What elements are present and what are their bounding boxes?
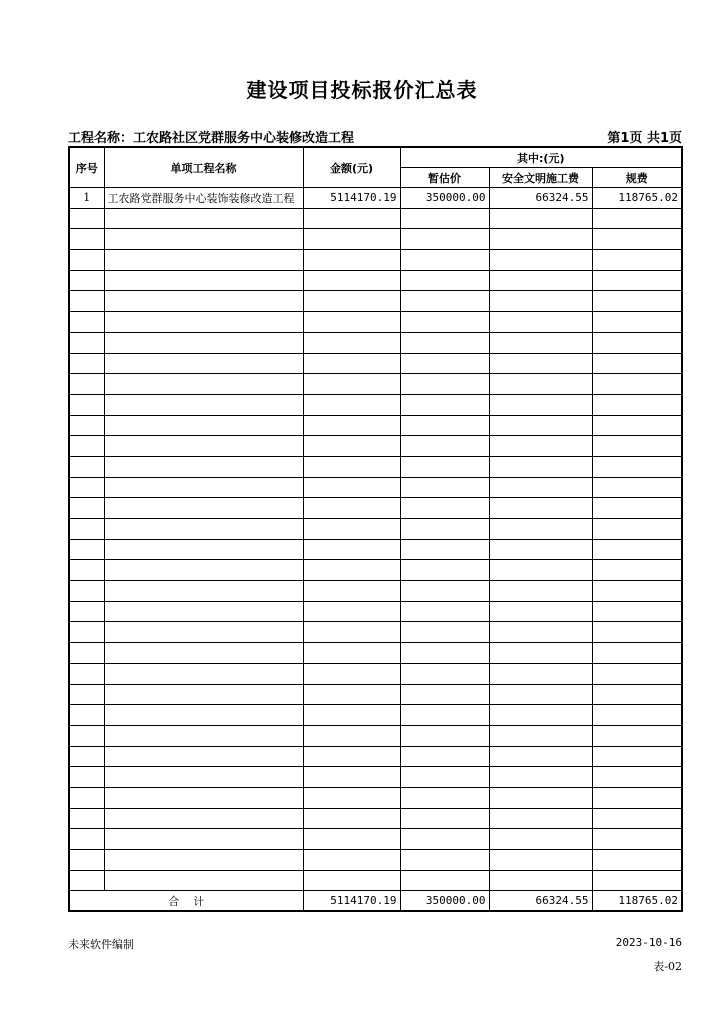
empty-cell [303,312,400,333]
empty-cell [592,477,682,498]
empty-cell [592,519,682,540]
empty-cell [489,787,592,808]
empty-cell [592,374,682,395]
empty-cell [303,270,400,291]
empty-cell [104,250,303,271]
empty-cell [400,208,489,229]
empty-cell [104,808,303,829]
total-safety: 66324.55 [489,891,592,912]
empty-cell [592,850,682,871]
empty-cell [69,684,104,705]
empty-cell [69,456,104,477]
empty-cell [400,601,489,622]
empty-cell [489,581,592,602]
empty-cell [69,394,104,415]
empty-cell [104,560,303,581]
empty-cell [303,415,400,436]
empty-cell [400,684,489,705]
empty-cell [592,601,682,622]
cell-safety: 66324.55 [489,188,592,209]
empty-cell [592,353,682,374]
empty-cell [489,829,592,850]
table-row [69,767,682,788]
empty-cell [489,539,592,560]
empty-cell [69,250,104,271]
empty-cell [592,746,682,767]
empty-cell [104,850,303,871]
table-row [69,353,682,374]
empty-cell [104,394,303,415]
empty-cell [303,705,400,726]
header-name: 单项工程名称 [104,147,303,188]
empty-cell [400,250,489,271]
empty-cell [303,436,400,457]
empty-cell [104,767,303,788]
table-row [69,870,682,891]
empty-cell [104,436,303,457]
empty-cell [592,332,682,353]
empty-cell [489,270,592,291]
empty-cell [69,208,104,229]
empty-cell [69,767,104,788]
empty-cell [489,415,592,436]
empty-cell [303,725,400,746]
empty-cell [69,622,104,643]
empty-cell [104,415,303,436]
empty-cell [400,663,489,684]
empty-cell [69,436,104,457]
empty-cell [489,560,592,581]
empty-cell [489,705,592,726]
empty-cell [592,436,682,457]
table-row [69,705,682,726]
header-group: 其中:(元) [400,147,682,168]
empty-cell [592,725,682,746]
table-row [69,539,682,560]
empty-cell [69,477,104,498]
empty-cell [592,208,682,229]
empty-cell [303,498,400,519]
empty-cell [400,229,489,250]
empty-cell [69,229,104,250]
empty-cell [489,767,592,788]
empty-cell [592,229,682,250]
empty-cell [104,498,303,519]
header-index: 序号 [69,147,104,188]
empty-cell [489,353,592,374]
empty-cell [592,291,682,312]
empty-cell [489,374,592,395]
empty-cell [489,477,592,498]
empty-cell [303,332,400,353]
cell-provisional: 350000.00 [400,188,489,209]
empty-cell [303,808,400,829]
empty-cell [69,415,104,436]
empty-cell [104,705,303,726]
empty-cell [69,829,104,850]
empty-cell [400,519,489,540]
total-fees: 118765.02 [592,891,682,912]
empty-cell [104,684,303,705]
header-fees: 规费 [592,168,682,188]
empty-cell [69,725,104,746]
empty-cell [592,663,682,684]
table-row [69,312,682,333]
empty-cell [69,663,104,684]
empty-cell [400,539,489,560]
table-row [69,725,682,746]
table-row [69,829,682,850]
empty-cell [400,808,489,829]
footer-date: 2023-10-16 [615,936,682,949]
empty-cell [303,850,400,871]
table-row [69,808,682,829]
empty-cell [489,229,592,250]
empty-cell [489,725,592,746]
empty-cell [489,808,592,829]
empty-cell [69,643,104,664]
empty-cell [104,725,303,746]
empty-cell [69,498,104,519]
empty-cell [489,663,592,684]
summary-table [68,146,683,912]
total-row [69,891,682,912]
empty-cell [400,436,489,457]
table-row [69,560,682,581]
empty-cell [303,519,400,540]
total-provisional: 350000.00 [400,891,489,912]
empty-cell [400,829,489,850]
empty-cell [400,353,489,374]
empty-cell [104,643,303,664]
table-row [69,456,682,477]
empty-cell [592,787,682,808]
empty-cell [303,250,400,271]
empty-cell [400,787,489,808]
empty-cell [592,829,682,850]
cell-name: 工农路党群服务中心装饰装修改造工程 [104,188,303,209]
table-row [69,622,682,643]
empty-cell [303,477,400,498]
cell-amount: 5114170.19 [303,188,400,209]
empty-cell [489,519,592,540]
empty-cell [400,415,489,436]
table-row [69,270,682,291]
empty-cell [69,332,104,353]
empty-cell [69,581,104,602]
empty-cell [592,415,682,436]
empty-cell [400,374,489,395]
empty-cell [69,374,104,395]
empty-cell [400,498,489,519]
empty-cell [69,808,104,829]
empty-cell [303,601,400,622]
empty-cell [489,312,592,333]
header-provisional: 暂估价 [400,168,489,188]
empty-cell [303,767,400,788]
empty-cell [303,291,400,312]
table-row [69,787,682,808]
empty-cell [400,622,489,643]
empty-cell [69,291,104,312]
table-row [69,746,682,767]
empty-cell [400,767,489,788]
table-row [69,229,682,250]
empty-cell [400,560,489,581]
software-credit: 未来软件编制 [68,938,134,951]
project-name: 工程名称：工农路社区党群服务中心装修改造工程 [68,131,355,146]
empty-cell [489,456,592,477]
table-row [69,581,682,602]
table-row [69,374,682,395]
empty-cell [104,519,303,540]
empty-cell [69,312,104,333]
empty-cell [104,477,303,498]
empty-cell [104,229,303,250]
empty-cell [104,353,303,374]
empty-cell [303,643,400,664]
empty-cell [592,870,682,891]
empty-cell [69,705,104,726]
empty-cell [69,746,104,767]
empty-cell [592,808,682,829]
empty-cell [400,291,489,312]
empty-cell [303,353,400,374]
empty-cell [489,601,592,622]
empty-cell [104,787,303,808]
cell-index: 1 [69,188,104,209]
empty-cell [303,539,400,560]
empty-cell [104,291,303,312]
total-label: 合 计 [69,891,303,912]
empty-cell [400,850,489,871]
empty-cell [303,870,400,891]
empty-cell [400,477,489,498]
empty-cell [400,270,489,291]
empty-cell [104,870,303,891]
empty-cell [400,456,489,477]
empty-cell [69,850,104,871]
table-row [69,332,682,353]
empty-cell [104,332,303,353]
empty-cell [489,870,592,891]
empty-cell [489,332,592,353]
empty-cell [104,208,303,229]
table-row [69,250,682,271]
empty-cell [303,560,400,581]
empty-cell [104,663,303,684]
empty-cell [303,456,400,477]
empty-cell [592,767,682,788]
empty-cell [489,850,592,871]
page-info: 第1页 共1页 [607,131,682,146]
header-amount: 金额(元) [303,147,400,188]
empty-cell [400,312,489,333]
empty-cell [592,622,682,643]
table-row [69,208,682,229]
empty-cell [104,581,303,602]
table-row [69,477,682,498]
empty-cell [592,705,682,726]
empty-cell [400,870,489,891]
empty-cell [69,787,104,808]
empty-cell [592,581,682,602]
header-safety: 安全文明施工费 [489,168,592,188]
empty-cell [104,456,303,477]
empty-cell [303,229,400,250]
empty-cell [489,250,592,271]
table-row [69,394,682,415]
empty-cell [303,746,400,767]
empty-cell [489,643,592,664]
empty-cell [303,663,400,684]
table-row [69,415,682,436]
table-row [69,291,682,312]
empty-cell [400,643,489,664]
empty-cell [592,643,682,664]
empty-cell [69,601,104,622]
empty-cell [489,622,592,643]
empty-cell [592,560,682,581]
empty-cell [104,829,303,850]
empty-cell [69,519,104,540]
empty-cell [69,270,104,291]
empty-cell [489,436,592,457]
empty-cell [400,332,489,353]
empty-cell [400,725,489,746]
total-amount: 5114170.19 [303,891,400,912]
empty-cell [400,581,489,602]
empty-cell [489,746,592,767]
empty-cell [104,622,303,643]
cell-fees: 118765.02 [592,188,682,209]
empty-cell [69,539,104,560]
empty-cell [104,312,303,333]
empty-cell [489,394,592,415]
form-number: 表-02 [653,960,682,973]
empty-cell [303,829,400,850]
empty-cell [69,870,104,891]
empty-cell [303,581,400,602]
table-row [69,436,682,457]
empty-cell [104,374,303,395]
empty-cell [489,684,592,705]
empty-cell [303,787,400,808]
empty-cell [489,208,592,229]
empty-cell [592,539,682,560]
table-row [69,643,682,664]
empty-cell [104,539,303,560]
table-row [69,498,682,519]
empty-cell [104,601,303,622]
empty-cell [69,353,104,374]
table-row [69,684,682,705]
empty-cell [592,394,682,415]
table-row [69,519,682,540]
table-row [69,601,682,622]
empty-cell [592,312,682,333]
empty-cell [303,208,400,229]
table-row [69,663,682,684]
empty-cell [400,746,489,767]
table-row [69,188,682,209]
empty-cell [303,374,400,395]
empty-cell [592,498,682,519]
empty-cell [303,622,400,643]
empty-cell [489,291,592,312]
page-title: 建设项目投标报价汇总表 [246,78,478,102]
empty-cell [592,250,682,271]
empty-cell [303,684,400,705]
empty-cell [592,684,682,705]
empty-cell [489,498,592,519]
empty-cell [303,394,400,415]
empty-cell [400,394,489,415]
empty-cell [400,705,489,726]
table-row [69,850,682,871]
empty-cell [104,746,303,767]
empty-cell [69,560,104,581]
empty-cell [592,456,682,477]
empty-cell [592,270,682,291]
empty-cell [104,270,303,291]
